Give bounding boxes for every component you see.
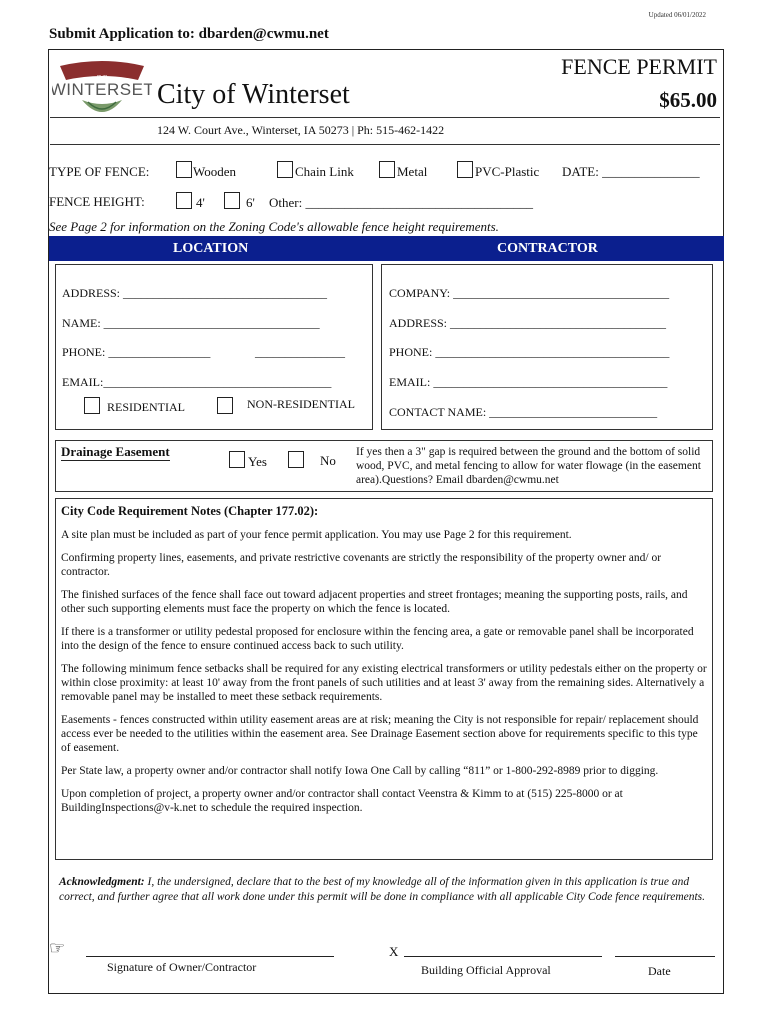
height-note: See Page 2 for information on the Zoning Code's allowable fence height requirements. — [49, 219, 499, 234]
option-metal: Metal — [397, 164, 428, 179]
date-label: Date — [648, 964, 671, 978]
checkbox-drainage-no[interactable] — [288, 451, 304, 468]
checkbox-6ft[interactable] — [224, 192, 240, 209]
location-phone-field[interactable]: PHONE: _________________ — [62, 345, 211, 359]
checkbox-drainage-yes[interactable] — [229, 451, 245, 468]
contractor-phone-field[interactable]: PHONE: _______________________________________ — [389, 345, 670, 359]
drainage-text: If yes then a 3" gap is required between the ground and the bottom of solid wood, PVC, and metal fencing to allow for water flowage (in the easement area).Questions? Email dbarden@cwmu.net — [356, 446, 701, 486]
notes-title: City Code Requirement Notes (Chapter 177.02): — [61, 504, 319, 518]
official-approval-line[interactable] — [404, 956, 602, 957]
contractor-contact-field[interactable]: CONTACT NAME: ____________________________ — [389, 405, 658, 419]
acknowledgment-text: I, the undersigned, declare that to the best of my knowledge all of the information given in this application is true and correct, and further agree that all work done under this permit will be done in compliance with all applicable City Code fence requirements. — [59, 876, 706, 903]
note-item: Per State law, a property owner and/or contractor shall notify Iowa One Call by calling “811” or 1-800-292-8989 prior to digging. — [61, 765, 659, 777]
approval-x-mark: X — [389, 944, 399, 959]
residential-label: RESIDENTIAL — [107, 400, 185, 414]
checkbox-metal[interactable] — [379, 161, 395, 178]
checkbox-residential[interactable] — [84, 397, 100, 414]
notes-list — [61, 528, 707, 824]
other-height-field[interactable]: Other: ___________________________________ — [269, 195, 533, 210]
acknowledgment-label: Acknowledgment: — [59, 876, 145, 888]
contractor-company-field[interactable]: COMPANY: ____________________________________ — [389, 286, 670, 300]
note-item: The following minimum fence setbacks shall be required for any existing electrical transformers or utility pedestals either on the property or within close proximity: at least 10' away from the front panels of such utilities and at least 3' away from the remaining sides. Alternatively a removable panel may be installed to meet these setback requirements. — [61, 663, 707, 703]
note-item: Confirming property lines, easements, and private restrictive covenants are strictly the responsibility of the property owner and/ or contractor. — [61, 552, 662, 578]
official-approval-label: Building Official Approval — [421, 963, 551, 977]
checkbox-non-residential[interactable] — [217, 397, 233, 414]
option-pvc: PVC-Plastic — [475, 164, 540, 179]
note-item: If there is a transformer or utility pedestal proposed for enclosure within the fencing area, a gate or removable panel shall be incorporated into the design of the fence to ensure continued access back to such utility. — [61, 626, 694, 652]
owner-signature-line[interactable] — [86, 956, 334, 957]
note-item: Upon completion of project, a property owner and/or contractor shall contact Veenstra & Kimm to at (515) 225-8000 or at BuildingInspections@v-k.net to schedule the required inspection. — [61, 788, 623, 814]
option-4ft: 4' — [196, 195, 205, 210]
option-wooden: Wooden — [193, 164, 236, 179]
option-6ft: 6' — [246, 195, 255, 210]
location-address-field[interactable]: ADDRESS: __________________________________ — [62, 286, 328, 300]
fence-height-label: FENCE HEIGHT: — [49, 194, 145, 209]
city-address: 124 W. Court Ave., Winterset, IA 50273 | Ph: 515-462-1422 — [157, 123, 445, 137]
location-email-field[interactable]: EMAIL:______________________________________ — [62, 375, 332, 389]
fence-type-label: TYPE OF FENCE: — [49, 164, 150, 179]
updated-date: Updated 06/01/2022 — [648, 11, 706, 19]
submit-instructions: Submit Application to: dbarden@cwmu.net — [49, 26, 329, 42]
permit-fee: $65.00 — [659, 88, 717, 112]
drainage-yes-label: Yes — [248, 454, 267, 469]
acknowledgment — [59, 875, 714, 905]
header-rule — [50, 117, 720, 118]
non-residential-label: NON-RESIDENTIAL — [247, 397, 355, 411]
logo-word: WINTERSET — [52, 80, 152, 99]
owner-signature-label: Signature of Owner/Contractor — [107, 960, 257, 974]
section-header-bar — [49, 236, 724, 261]
location-name-field[interactable]: NAME: ____________________________________ — [62, 316, 320, 330]
contractor-heading: CONTRACTOR — [497, 241, 598, 256]
city-name: City of Winterset — [157, 79, 350, 110]
drainage-title: Drainage Easement — [61, 444, 170, 459]
checkbox-4ft[interactable] — [176, 192, 192, 209]
pointing-hand-icon: ☞ — [49, 938, 66, 958]
checkbox-wooden[interactable] — [176, 161, 192, 178]
date-field[interactable]: DATE: _______________ — [562, 164, 700, 179]
drainage-no-label: No — [320, 453, 336, 468]
checkbox-chain-link[interactable] — [277, 161, 293, 178]
date-line[interactable] — [615, 956, 715, 957]
checkbox-pvc[interactable] — [457, 161, 473, 178]
address-rule — [50, 144, 720, 145]
note-item: A site plan must be included as part of your fence permit application. You may use Page 2 for this requirement. — [61, 529, 572, 541]
option-chain-link: Chain Link — [295, 164, 354, 179]
contractor-address-field[interactable]: ADDRESS: ____________________________________ — [389, 316, 667, 330]
permit-title: FENCE PERMIT — [561, 54, 717, 79]
location-heading: LOCATION — [173, 241, 249, 256]
note-item: Easements - fences constructed within utility easement areas are at risk; meaning the City is not responsible for repair/ replacement should access ever be needed to the utilities within the easement area. See Drainage Easement section above for requirements specific to this type of easement. — [61, 714, 699, 754]
location-phone-alt-field[interactable]: _______________ — [255, 345, 345, 359]
note-item: The finished surfaces of the fence shall face out toward adjacent properties and street frontages; meaning the supporting posts, rails, and other such supporting elements must face the property on which the fence is located. — [61, 589, 688, 615]
contractor-email-field[interactable]: EMAIL: _______________________________________ — [389, 375, 668, 389]
logo-small-text: CVO — [96, 75, 108, 81]
